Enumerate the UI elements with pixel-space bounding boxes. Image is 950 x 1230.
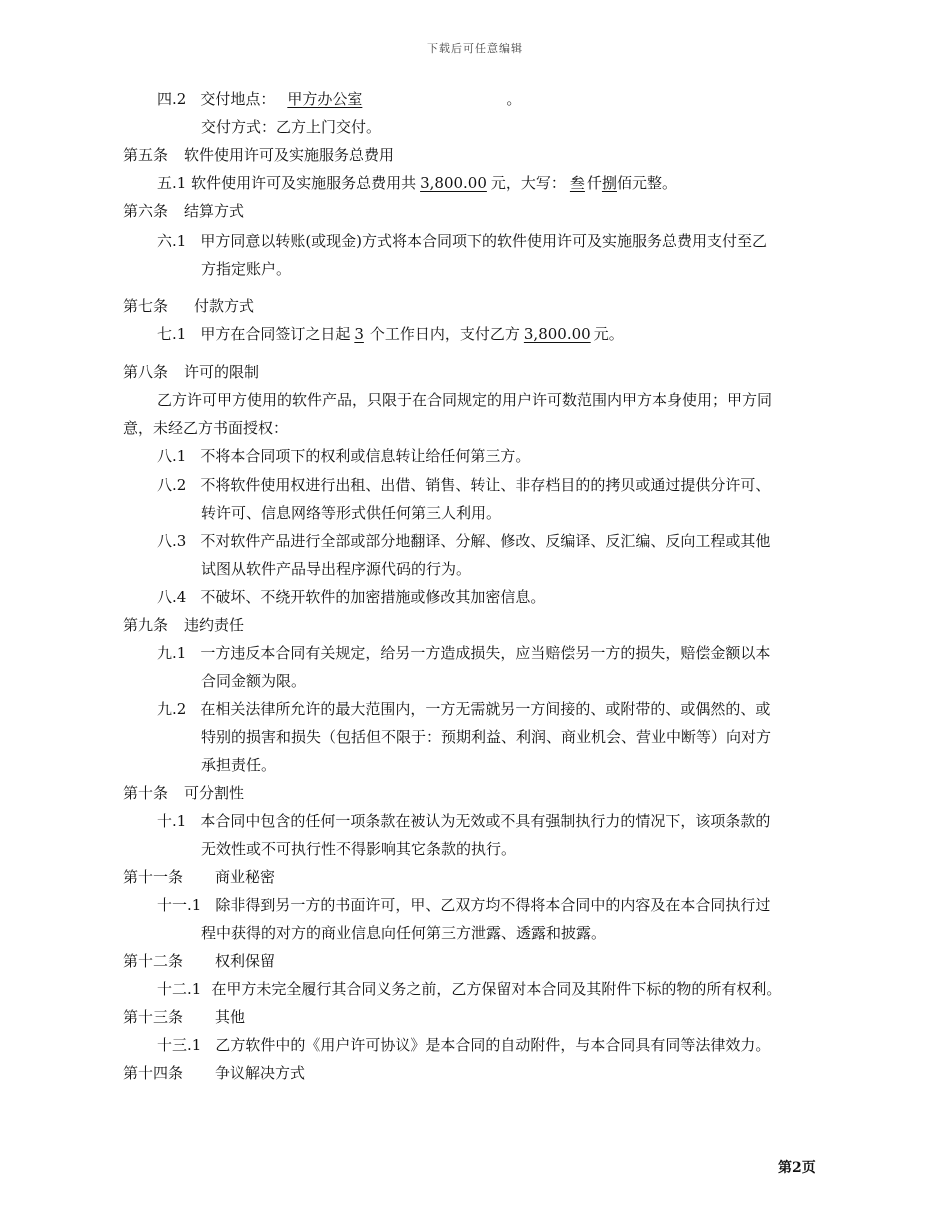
article-5-heading: 第五条 软件使用许可及实施服务总费用 bbox=[123, 146, 395, 164]
clause-12-1: 十二.1 在甲方未完全履行其合同义务之前，乙方保留对本合同及其附件下标的物的所有权利。 bbox=[157, 980, 782, 998]
article-8-heading: 第八条 许可的限制 bbox=[123, 363, 260, 381]
article-6-heading: 第六条 结算方式 bbox=[123, 202, 245, 220]
page-number: 第2页 bbox=[778, 1160, 816, 1176]
clause-8-2: 八.2 不将软件使用权进行出租、出借、销售、转让、非存档目的的拷贝或通过提供分许可、 bbox=[157, 476, 771, 494]
payment-days-field: 3 bbox=[354, 325, 364, 343]
article-10-heading: 第十条 可分割性 bbox=[123, 784, 245, 802]
clause-11-1-cont: 程中获得的对方的商业信息向任何第三方泄露、透露和披露。 bbox=[201, 924, 607, 942]
delivery-place-field: 甲方办公室 bbox=[287, 90, 363, 108]
article-7-heading: 第七条 付款方式 bbox=[123, 297, 255, 315]
article-8-intro: 乙方许可甲方使用的软件产品，只限于在合同规定的用户许可数范围内甲方本身使用；甲方同 bbox=[157, 391, 773, 409]
clause-8-3: 八.3 不对软件产品进行全部或部分地翻译、分解、修改、反编译、反汇编、反向工程或其他 bbox=[157, 532, 771, 550]
clause-label: 交付地点： bbox=[200, 90, 276, 108]
clause-9-2: 九.2 在相关法律所允许的最大范围内，一方无需就另一方间接的、或附带的、或偶然的、或 bbox=[157, 700, 771, 718]
clause-9-1: 九.1 一方违反本合同有关规定，给另一方造成损失，应当赔偿另一方的损失，赔偿金额以本 bbox=[157, 644, 771, 662]
fee-amount-field: 3,800.00 bbox=[420, 174, 487, 192]
clause-5-1: 五.1 软件使用许可及实施服务总费用共 3,800.00 元，大写： 叁 仟捌佰元整。 bbox=[157, 174, 677, 192]
clause-13-1: 十三.1 乙方软件中的《用户许可协议》是本合同的自动附件，与本合同具有同等法律效力。 bbox=[157, 1036, 771, 1054]
clause-8-2-cont: 转许可、信息网络等形式供任何第三人利用。 bbox=[201, 504, 502, 522]
article-8-intro-cont: 意，未经乙方书面授权： bbox=[123, 419, 289, 437]
article-12-heading: 第十二条 权利保留 bbox=[123, 952, 276, 970]
amount-words-hundred: 捌 bbox=[601, 174, 617, 192]
delivery-method: 交付方式：乙方上门交付。 bbox=[201, 118, 382, 136]
payment-amount-field: 3,800.00 bbox=[523, 325, 591, 343]
amount-words-thousand: 叁 bbox=[569, 174, 585, 192]
clause-number: 四.2 bbox=[157, 90, 187, 108]
clause-10-1-cont: 无效性或不可执行性不得影响其它条款的执行。 bbox=[201, 840, 517, 858]
article-13-heading: 第十三条 其他 bbox=[123, 1008, 246, 1026]
clause-9-2-cont2: 承担责任。 bbox=[201, 756, 277, 774]
clause-4-2: 四.2 交付地点： 甲方办公室 。 bbox=[157, 90, 522, 108]
article-11-heading: 第十一条 商业秘密 bbox=[123, 868, 276, 886]
clause-7-1: 七.1 甲方在合同签订之日起 3 个工作日内，支付乙方 3,800.00 元。 bbox=[157, 325, 624, 343]
clause-10-1: 十.1 本合同中包含的任何一项条款在被认为无效或不具有强制执行力的情况下，该项条款的 bbox=[157, 812, 771, 830]
clause-11-1: 十一.1 除非得到另一方的书面许可，甲、乙双方均不得将本合同中的内容及在本合同执行过 bbox=[157, 896, 771, 914]
page-header: 下载后可任意编辑 bbox=[427, 42, 523, 55]
clause-8-3-cont: 试图从软件产品导出程序源代码的行为。 bbox=[201, 560, 472, 578]
article-14-heading: 第十四条 争议解决方式 bbox=[123, 1064, 306, 1082]
clause-9-2-cont: 特别的损害和损失（包括但不限于：预期利益、利润、商业机会、营业中断等）向对方 bbox=[201, 728, 772, 746]
clause-8-4: 八.4 不破坏、不绕开软件的加密措施或修改其加密信息。 bbox=[157, 588, 546, 606]
article-9-heading: 第九条 违约责任 bbox=[123, 616, 245, 634]
clause-6-1-cont: 方指定账户。 bbox=[201, 260, 292, 278]
clause-9-1-cont: 合同金额为限。 bbox=[201, 672, 307, 690]
clause-6-1: 六.1 甲方同意以转账(或现金)方式将本合同项下的软件使用许可及实施服务总费用支付至乙 bbox=[157, 232, 768, 250]
clause-8-1: 八.1 不将本合同项下的权利或信息转让给任何第三方。 bbox=[157, 447, 531, 465]
